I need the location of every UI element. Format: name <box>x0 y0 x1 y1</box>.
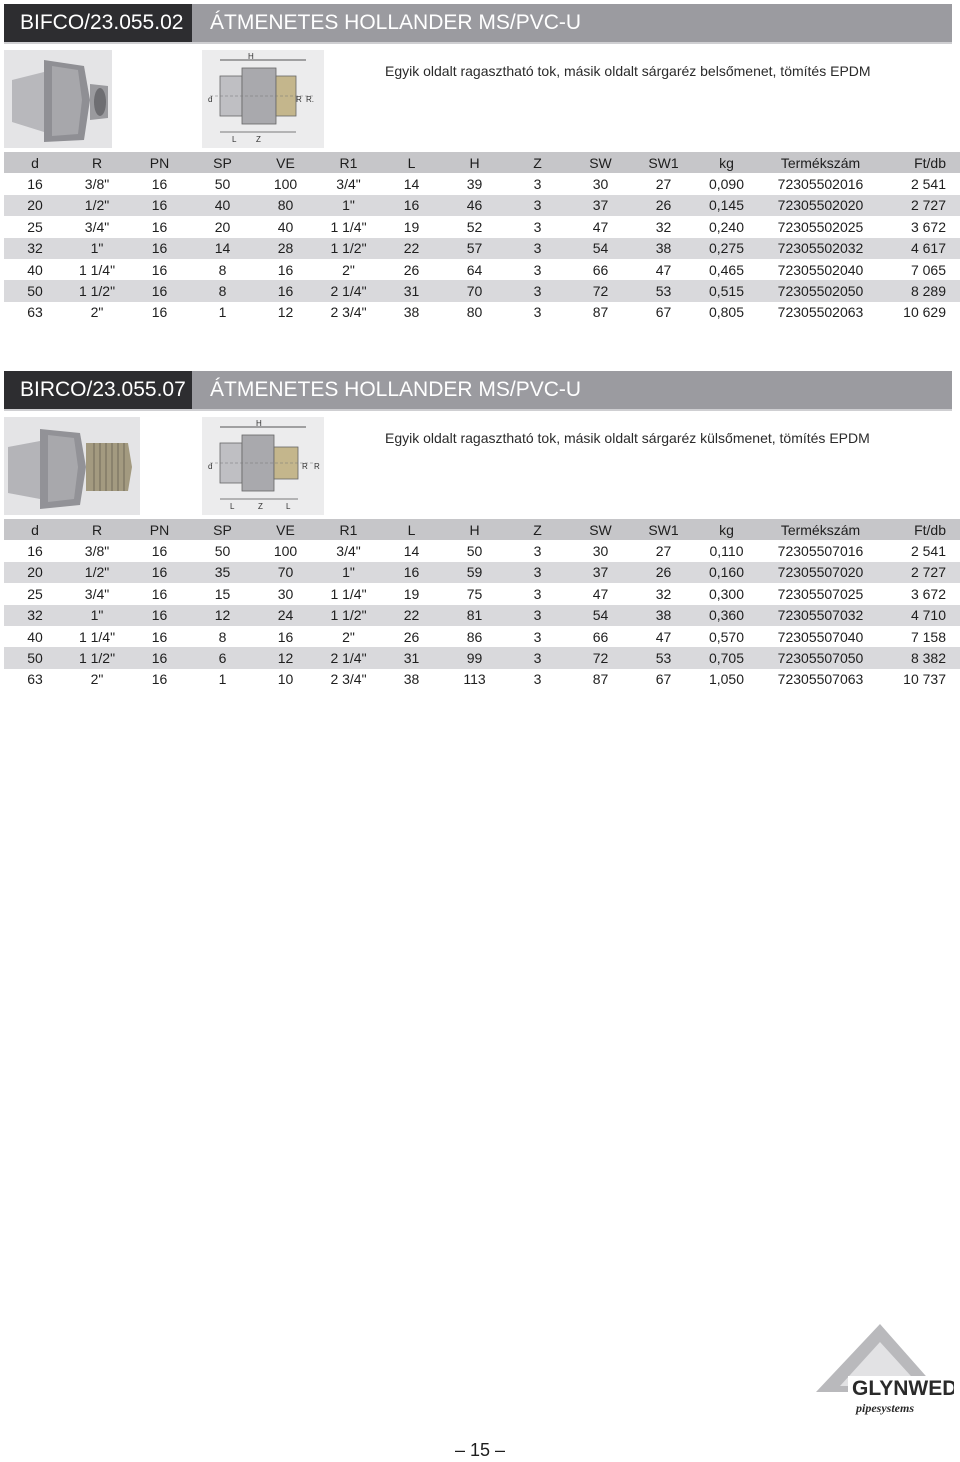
column-header: Z <box>533 521 542 538</box>
table-cell: 100 <box>273 543 298 560</box>
table-cell: 14 <box>214 240 231 257</box>
table-cell: 67 <box>655 671 672 688</box>
column-header: Termékszám <box>780 154 861 171</box>
table-cell: 32 <box>27 607 43 624</box>
table-cell: 53 <box>655 650 672 667</box>
table-cell: 3/4" <box>84 218 110 235</box>
technical-drawing <box>202 417 324 515</box>
table-cell: 1,050 <box>708 671 745 688</box>
table-cell: 7 158 <box>910 628 946 645</box>
column-header: Ft/db <box>914 521 946 538</box>
table-cell: 0,465 <box>708 261 745 278</box>
table-row <box>4 216 960 237</box>
table-cell: 3 <box>533 671 542 688</box>
table-cell: 59 <box>466 564 483 581</box>
table-cell: 2 3/4" <box>330 671 367 688</box>
table-cell: 16 <box>403 197 420 214</box>
table-row <box>4 259 960 280</box>
column-header: PN <box>149 154 170 171</box>
table-cell: 19 <box>403 585 420 602</box>
table-cell: 26 <box>655 197 672 214</box>
table-cell: 72305507016 <box>777 543 864 560</box>
table-cell: 25 <box>27 585 43 602</box>
label-r1: R <box>314 462 320 471</box>
table-cell: 80 <box>277 197 294 214</box>
table-cell: 12 <box>214 607 231 624</box>
table-cell: 37 <box>592 197 609 214</box>
table-cell: 1" <box>90 607 104 624</box>
table-cell: 16 <box>151 628 168 645</box>
technical-drawing <box>202 50 324 148</box>
table-cell: 2 727 <box>910 197 946 214</box>
table-cell: 72305502016 <box>777 176 864 193</box>
table-cell: 50 <box>466 543 483 560</box>
label-l-2: L <box>286 502 291 511</box>
table-row <box>4 562 960 583</box>
table-cell: 0,240 <box>708 218 745 235</box>
table-cell: 32 <box>655 218 672 235</box>
label-r: R <box>302 462 308 471</box>
table-cell: 16 <box>151 240 168 257</box>
spec-table <box>4 519 960 690</box>
section-header-bar <box>4 371 952 411</box>
table-cell: 1 1/4" <box>78 628 116 645</box>
product-title: ÁTMENETES HOLLANDER MS/PVC-U <box>210 11 582 34</box>
table-cell: 72305502032 <box>777 240 864 257</box>
column-header: Ft/db <box>914 154 946 171</box>
table-cell: 30 <box>592 176 609 193</box>
table-cell: 16 <box>151 218 168 235</box>
table-cell: 16 <box>151 564 168 581</box>
table-cell: 3 <box>533 628 542 645</box>
column-header: L <box>407 521 416 538</box>
table-cell: 8 289 <box>910 283 946 300</box>
table-cell: 3 <box>533 564 542 581</box>
table-cell: 1 <box>218 304 227 321</box>
table-row <box>4 669 960 690</box>
table-cell: 3 <box>533 197 542 214</box>
column-header: SP <box>213 154 232 171</box>
column-header: L <box>407 154 416 171</box>
product-description: Egyik oldalt ragasztható tok, másik oldalt sárgaréz belsőmenet, tömítés EPDM <box>385 63 871 79</box>
label-l: L <box>230 502 235 511</box>
table-cell: 54 <box>592 607 609 624</box>
table-cell: 35 <box>214 564 231 581</box>
table-cell: 63 <box>27 304 43 321</box>
table-cell: 15 <box>214 585 231 602</box>
table-cell: 20 <box>27 197 43 214</box>
table-cell: 8 <box>218 628 227 645</box>
table-cell: 2" <box>90 671 104 688</box>
table-cell: 64 <box>466 261 483 278</box>
table-row <box>4 605 960 626</box>
section-header-bar <box>4 4 952 44</box>
table-cell: 50 <box>27 650 43 667</box>
table-cell: 30 <box>277 585 294 602</box>
table-cell: 16 <box>151 650 168 667</box>
table-cell: 81 <box>466 607 483 624</box>
table-cell: 10 <box>277 671 294 688</box>
table-cell: 38 <box>655 240 672 257</box>
label-r: R <box>296 95 302 104</box>
table-cell: 80 <box>466 304 483 321</box>
table-cell: 4 617 <box>910 240 946 257</box>
column-header: d <box>31 154 39 171</box>
table-cell: 39 <box>466 176 483 193</box>
glynwed-logo <box>812 1320 954 1418</box>
column-header: PN <box>149 521 170 538</box>
table-cell: 8 <box>218 283 227 300</box>
page-number: – 15 – <box>454 1440 506 1460</box>
product-code: BIFCO/23.055.02 <box>4 4 192 42</box>
logo-tagline: pipesystems <box>856 1401 914 1415</box>
table-cell: 47 <box>655 261 672 278</box>
table-cell: 40 <box>27 261 43 278</box>
table-cell: 12 <box>277 650 294 667</box>
table-cell: 47 <box>592 218 609 235</box>
table-cell: 72305502025 <box>777 218 864 235</box>
table-row <box>4 626 960 647</box>
table-cell: 2 1/4" <box>330 283 367 300</box>
table-cell: 26 <box>403 628 420 645</box>
table-cell: 8 382 <box>910 650 946 667</box>
table-cell: 16 <box>151 585 168 602</box>
table-row <box>4 280 960 301</box>
table-cell: 113 <box>463 671 486 688</box>
table-cell: 8 <box>218 261 227 278</box>
table-cell: 2 1/4" <box>330 650 367 667</box>
table-cell: 3/8" <box>84 543 110 560</box>
table-cell: 16 <box>277 628 294 645</box>
table-cell: 0,570 <box>708 628 745 645</box>
table-cell: 27 <box>655 176 672 193</box>
table-cell: 0,110 <box>709 543 744 560</box>
product-photo <box>4 417 140 515</box>
table-cell: 46 <box>466 197 483 214</box>
table-cell: 3 <box>533 543 542 560</box>
table-cell: 0,275 <box>708 240 745 257</box>
table-cell: 47 <box>655 628 672 645</box>
table-cell: 2" <box>342 261 355 278</box>
table-cell: 16 <box>151 283 168 300</box>
table-cell: 16 <box>403 564 420 581</box>
product-code: BIRCO/23.055.07 <box>4 371 192 409</box>
table-cell: 14 <box>403 543 420 560</box>
column-header: R1 <box>339 154 358 171</box>
table-cell: 1 1/2" <box>78 650 116 667</box>
table-cell: 0,705 <box>708 650 745 667</box>
table-cell: 2" <box>342 628 355 645</box>
table-cell: 1 1/2" <box>78 283 116 300</box>
table-cell: 3 <box>533 304 542 321</box>
table-body <box>4 173 960 323</box>
table-cell: 2" <box>90 304 104 321</box>
table-cell: 20 <box>27 564 43 581</box>
table-cell: 25 <box>27 218 43 235</box>
table-cell: 3/4" <box>336 176 361 193</box>
table-cell: 3 672 <box>910 585 946 602</box>
table-cell: 1 1/4" <box>78 261 116 278</box>
table-row <box>4 195 960 216</box>
table-cell: 50 <box>214 176 231 193</box>
column-header: VE <box>276 154 295 171</box>
label-l: L <box>232 135 237 144</box>
table-cell: 22 <box>403 607 420 624</box>
table-cell: 3 <box>533 218 542 235</box>
label-r1: R. <box>306 95 314 104</box>
table-cell: 1 1/2" <box>330 240 367 257</box>
table-row <box>4 647 960 668</box>
table-cell: 40 <box>277 218 294 235</box>
table-cell: 26 <box>403 261 420 278</box>
table-cell: 0,145 <box>708 197 745 214</box>
column-header: SP <box>213 521 232 538</box>
table-body <box>4 540 960 690</box>
column-header: SW <box>589 521 612 538</box>
table-cell: 50 <box>214 543 231 560</box>
table-cell: 0,300 <box>708 585 745 602</box>
table-cell: 2 541 <box>910 543 946 560</box>
table-cell: 72305507020 <box>777 564 864 581</box>
table-cell: 0,805 <box>708 304 745 321</box>
table-cell: 16 <box>151 543 168 560</box>
table-cell: 16 <box>151 671 168 688</box>
table-cell: 6 <box>218 650 227 667</box>
table-cell: 3 <box>533 176 542 193</box>
column-header: SW1 <box>648 154 679 171</box>
product-photo <box>4 50 112 148</box>
table-cell: 72305502063 <box>777 304 864 321</box>
label-d: d <box>208 462 213 471</box>
table-cell: 27 <box>655 543 672 560</box>
table-cell: 16 <box>151 197 168 214</box>
table-cell: 40 <box>27 628 43 645</box>
column-header: H <box>469 521 480 538</box>
product-title: ÁTMENETES HOLLANDER MS/PVC-U <box>210 378 582 401</box>
table-cell: 3/8" <box>84 176 110 193</box>
table-cell: 30 <box>592 543 609 560</box>
column-header: R1 <box>339 521 358 538</box>
table-cell: 16 <box>27 543 43 560</box>
table-cell: 87 <box>592 304 609 321</box>
table-cell: 66 <box>592 628 609 645</box>
table-row <box>4 302 960 323</box>
table-cell: 3 672 <box>910 218 946 235</box>
table-cell: 16 <box>277 283 294 300</box>
table-cell: 16 <box>151 176 168 193</box>
table-cell: 86 <box>466 628 483 645</box>
label-z: Z <box>256 135 261 144</box>
table-cell: 20 <box>214 218 231 235</box>
table-cell: 10 629 <box>903 304 946 321</box>
table-cell: 28 <box>277 240 294 257</box>
table-cell: 0,160 <box>708 564 745 581</box>
column-header: VE <box>276 521 295 538</box>
table-cell: 19 <box>403 218 420 235</box>
table-row <box>4 238 960 259</box>
table-cell: 31 <box>403 283 420 300</box>
table-cell: 1 1/4" <box>330 218 367 235</box>
table-cell: 10 737 <box>903 671 946 688</box>
table-cell: 72305502040 <box>777 261 864 278</box>
table-cell: 72 <box>592 283 609 300</box>
table-cell: 67 <box>655 304 672 321</box>
table-cell: 38 <box>655 607 672 624</box>
table-cell: 87 <box>592 671 609 688</box>
table-cell: 7 065 <box>910 261 946 278</box>
table-cell: 3/4" <box>336 543 361 560</box>
table-header-row <box>4 152 960 173</box>
table-cell: 16 <box>27 176 43 193</box>
table-cell: 3 <box>533 585 542 602</box>
table-cell: 2 3/4" <box>330 304 367 321</box>
table-cell: 1 <box>218 671 227 688</box>
column-header: Z <box>533 154 542 171</box>
table-cell: 100 <box>273 176 298 193</box>
column-header: R <box>91 154 103 171</box>
table-cell: 16 <box>277 261 294 278</box>
table-cell: 57 <box>466 240 483 257</box>
table-cell: 38 <box>403 671 420 688</box>
table-cell: 63 <box>27 671 43 688</box>
label-d: d <box>208 95 213 104</box>
spec-table <box>4 152 960 323</box>
table-cell: 99 <box>466 650 483 667</box>
table-cell: 53 <box>655 283 672 300</box>
table-cell: 2 541 <box>910 176 946 193</box>
table-cell: 3/4" <box>84 585 110 602</box>
table-cell: 3 <box>533 283 542 300</box>
column-header: R <box>91 521 103 538</box>
table-cell: 3 <box>533 650 542 667</box>
table-row <box>4 173 960 194</box>
table-cell: 1/2" <box>84 564 110 581</box>
table-cell: 0,090 <box>708 176 745 193</box>
table-cell: 12 <box>277 304 294 321</box>
table-cell: 0,515 <box>708 283 745 300</box>
table-cell: 3 <box>533 240 542 257</box>
column-header: d <box>31 521 39 538</box>
table-cell: 72 <box>592 650 609 667</box>
column-header: kg <box>719 154 734 171</box>
table-cell: 72305502050 <box>777 283 864 300</box>
table-cell: 72305507040 <box>777 628 864 645</box>
table-cell: 72305502020 <box>777 197 864 214</box>
column-header: SW <box>589 154 612 171</box>
label-h: H <box>256 419 262 428</box>
product-description: Egyik oldalt ragasztható tok, másik oldalt sárgaréz külsőmenet, tömítés EPDM <box>385 430 870 446</box>
table-cell: 16 <box>151 607 168 624</box>
column-header: kg <box>719 521 734 538</box>
table-row <box>4 540 960 561</box>
table-cell: 54 <box>592 240 609 257</box>
table-cell: 24 <box>277 607 294 624</box>
table-cell: 16 <box>151 261 168 278</box>
table-cell: 52 <box>466 218 483 235</box>
table-cell: 31 <box>403 650 420 667</box>
table-cell: 75 <box>466 585 483 602</box>
table-cell: 4 710 <box>910 607 946 624</box>
table-cell: 1/2" <box>84 197 110 214</box>
column-header: SW1 <box>648 521 679 538</box>
table-cell: 66 <box>592 261 609 278</box>
table-cell: 47 <box>592 585 609 602</box>
table-cell: 32 <box>655 585 672 602</box>
table-cell: 38 <box>403 304 420 321</box>
table-cell: 37 <box>592 564 609 581</box>
table-cell: 1 1/2" <box>330 607 367 624</box>
table-cell: 40 <box>214 197 231 214</box>
table-cell: 1" <box>342 197 355 214</box>
column-header: H <box>469 154 480 171</box>
table-cell: 14 <box>403 176 420 193</box>
table-cell: 22 <box>403 240 420 257</box>
table-cell: 70 <box>466 283 483 300</box>
label-z: Z <box>258 502 263 511</box>
table-cell: 72305507025 <box>777 585 864 602</box>
table-cell: 70 <box>277 564 294 581</box>
table-cell: 1" <box>342 564 355 581</box>
table-cell: 72305507032 <box>777 607 864 624</box>
table-row <box>4 583 960 604</box>
table-cell: 72305507050 <box>777 650 864 667</box>
table-cell: 50 <box>27 283 43 300</box>
table-cell: 72305507063 <box>777 671 864 688</box>
table-cell: 3 <box>533 261 542 278</box>
table-header-row <box>4 519 960 540</box>
label-h: H <box>248 52 254 61</box>
table-cell: 3 <box>533 607 542 624</box>
table-cell: 2 727 <box>910 564 946 581</box>
table-cell: 1" <box>90 240 104 257</box>
table-cell: 1 1/4" <box>330 585 367 602</box>
table-cell: 0,360 <box>708 607 745 624</box>
logo-name: GLYNWED <box>852 1377 954 1400</box>
table-cell: 32 <box>27 240 43 257</box>
column-header: Termékszám <box>780 521 861 538</box>
table-cell: 16 <box>151 304 168 321</box>
table-cell: 26 <box>655 564 672 581</box>
